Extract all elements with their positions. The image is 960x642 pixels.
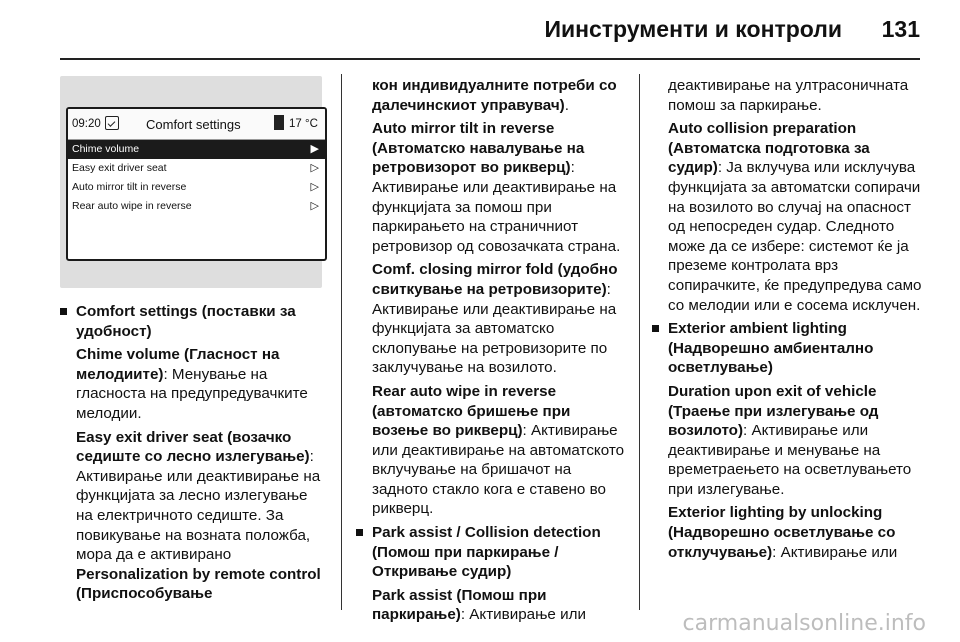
bullet-heading: Exterior ambient lighting (Надворешно амбиентално осветлување) bbox=[652, 319, 924, 378]
display-menu-item: Easy exit driver seat ▷ bbox=[68, 159, 325, 178]
paragraph: деактивирање на ултрасоничната помош за паркирање. bbox=[668, 77, 909, 114]
bullet-heading: Park assist / Collision detection (Помош при паркирање / Откривање судир) bbox=[356, 523, 628, 582]
text-column-3 bbox=[652, 76, 924, 566]
paragraph: Easy exit driver seat (возачко седиште со лесно излегување): Активирање или деактивирање на функцијата за лесно излегување на електричното седиште. За повикување на возната положба, мора да е активирано Personalization by remote control (Приспособување bbox=[76, 428, 321, 603]
paragraph: Rear auto wipe in reverse (автоматско бришење при возење во рикверц): Активирање или деактивирање на автоматското вклучување на бришачот на задното стакло кога е ставено во рикверц. bbox=[372, 382, 625, 518]
text-column-2 bbox=[356, 76, 628, 629]
paragraph: Park assist (Помош при паркирање): Активирање или bbox=[372, 586, 586, 624]
chevron-right-icon: ▷ bbox=[310, 181, 319, 193]
header-divider bbox=[60, 58, 920, 60]
paragraph: Exterior lighting by unlocking (Надворешно осветлување со отклучување): Активирање или bbox=[668, 504, 898, 561]
display-menu-item: Auto mirror tilt in reverse ▷ bbox=[68, 178, 325, 197]
paragraph: Chime volume (Гласност на мелодиите): Менување на гласноста на предупредувачките мелодии. bbox=[76, 346, 308, 422]
watermark: carmanualsonline.info bbox=[682, 611, 926, 636]
check-icon bbox=[105, 116, 119, 130]
paragraph: Auto mirror tilt in reverse (Автоматско навалување на ретровизорот во рикверц): Активирање или деактивирање на функцијата за помош при паркирањето на страничниот ретровизор од совозачката страна. bbox=[372, 120, 621, 255]
page-header bbox=[0, 0, 960, 62]
chevron-right-icon: ▷ bbox=[310, 200, 319, 212]
display-temperature: 17 °C bbox=[289, 118, 318, 130]
chevron-right-icon: ▷ bbox=[310, 162, 319, 174]
display-title: Comfort settings bbox=[146, 117, 241, 132]
display-screen bbox=[66, 107, 327, 261]
paragraph: кон индивидуалните потреби со далечинскиот управувач). bbox=[372, 77, 617, 114]
display-menu-item: Rear auto wipe in reverse ▷ bbox=[68, 197, 325, 216]
paragraph: Auto collision preparation (Автоматска подготовка за судир): Ја вклучува или исклучува функцијата за автоматски сопирачи на возилото во случај на опасност од непосреден судар. Следното може да се избере: системот ќе ја преземе контролата врз сопирачките, ќе предупредува само со мелодии или е сосема исклучен. bbox=[668, 120, 922, 314]
page-number: 131 bbox=[881, 16, 920, 42]
display-time: 09:20 bbox=[72, 118, 101, 130]
page-title: Иинструменти и контроли bbox=[544, 16, 842, 42]
text-column-1 bbox=[60, 302, 328, 608]
chevron-right-icon: ▶ bbox=[310, 143, 319, 155]
thermometer-icon bbox=[274, 115, 284, 130]
paragraph: Duration upon exit of vehicle (Траење при излегување од возилото): Активирање или деактивирање и менување на времетраењето на осветлувањето при излегување. bbox=[668, 382, 912, 498]
column-divider-1 bbox=[341, 74, 342, 610]
bullet-heading: Comfort settings (поставки за удобност) bbox=[60, 302, 328, 341]
display-menu-item: Chime volume ▶ bbox=[68, 140, 325, 159]
display-status-bar bbox=[68, 109, 325, 140]
paragraph: Comf. closing mirror fold (удобно свиткување на ретровизорите): Активирање или деактивирање на функцијата за автоматско склопување на ретровизорите по заклучување на возилото. bbox=[372, 261, 618, 377]
column-divider-2 bbox=[639, 74, 640, 610]
